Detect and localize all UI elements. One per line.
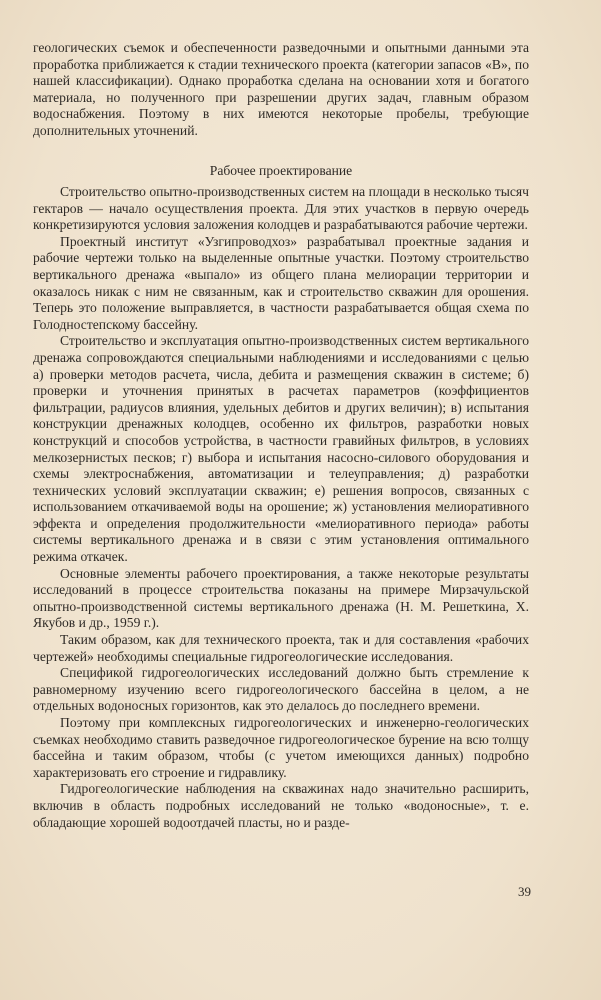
body-paragraph: Таким образом, как для технического проекта, так и для составления «рабочих чертежей» необходимы специальные гидрогеологические исследования. <box>33 632 529 664</box>
body-paragraph: Основные элементы рабочего проектирования, а также некоторые результаты исследований в процессе строительства показаны на примере Мирзачульской опытно-производственной системы вертикального дренажа (Н. М. Решеткина, Х. Якубов и др., 1959 г.). <box>33 565 529 631</box>
section-heading: Рабочее проектирование <box>209 163 353 178</box>
page-number: 39 <box>518 884 531 899</box>
body-paragraph: Проектный институт «Узгипроводхоз» разрабатывал проектные задания и рабочие чертежи только на выделенные опытные участки. Поэтому строительство вертикального дренажа «выпало» из общего плана мелиорации территории и оказалось никак с ним не связанным, как и строительство скважин для орошения. Теперь это положение выправляется, в частности разрабатывается общая схема по Голодностепскому бассейну. <box>33 233 529 332</box>
body-paragraph: Поэтому при комплексных гидрогеологических и инженерно-геологических съемках необходимо ставить разведочное гидрогеологическое бурение на всю толщу бассейна и таким образом, чтобы (с учетом имеющихся данных) подробно характеризовать его строение и гидравлику. <box>33 715 529 780</box>
body-paragraph: Спецификой гидрогеологических исследований должно быть стремление к равномерному изучению всего гидрогеологического бассейна в целом, а не отдельных водоносных горизонтов, как это делалось до последнего времени. <box>33 665 529 714</box>
intro-text-block <box>33 40 529 140</box>
body-paragraph: Строительство опытно-производственных систем на площади в несколько тысяч гектаров — начало осуществления проекта. Для этих участков в первую очередь конкретизируются условия заложения колодцев и разрабатываются рабочие чертежи. <box>33 184 529 233</box>
body-paragraph: Строительство и эксплуатация опытно-производственных систем вертикального дренажа сопровождаются специальными наблюдениями и исследованиями с целью а) проверки методов расчета, числа, дебита и размещения скважин в системе; б) проверки и уточнения принятых в расчетах параметров (коэффициентов фильтрации, радиусов влияния, удельных дебитов и других величин); в) испытания конструкции дренажных колодцев, особенно их фильтров, разработки новых конструкций и способов устройства, в частности гравийных фильтров, в условиях мелкозернистых песков; г) выбора и испытания насосно-силового оборудования и схемы электроснабжения, автоматизации и телеуправления; д) разработки технических условий эксплуатации скважин; е) решения вопросов, связанных с использованием откачиваемой воды на орошение; ж) установления мелиоративного эффекта и определения продолжительности «мелиоративного периода» работы системы вертикального дренажа и в связи с этим установления оптимального режима откачек. <box>33 333 529 565</box>
body-text-block <box>33 184 529 831</box>
body-paragraph: Гидрогеологические наблюдения на скважинах надо значительно расширить, включив в область подробных исследований не только «водоносные», т. е. обладающие хорошей водоотдачей пласты, но и разде- <box>33 781 529 830</box>
intro-paragraph: геологических съемок и обеспеченности разведочными и опытными данными эта проработка приближается к стадии технического проекта (категории запасов «В», по нашей классификации). Однако проработка сделана на основании хотя и богатого материала, но полученного при разрешении других задач, главным образом водоснабжения. Поэтому в них имеются некоторые пробелы, требующие дополнительных уточнений. <box>33 40 529 138</box>
